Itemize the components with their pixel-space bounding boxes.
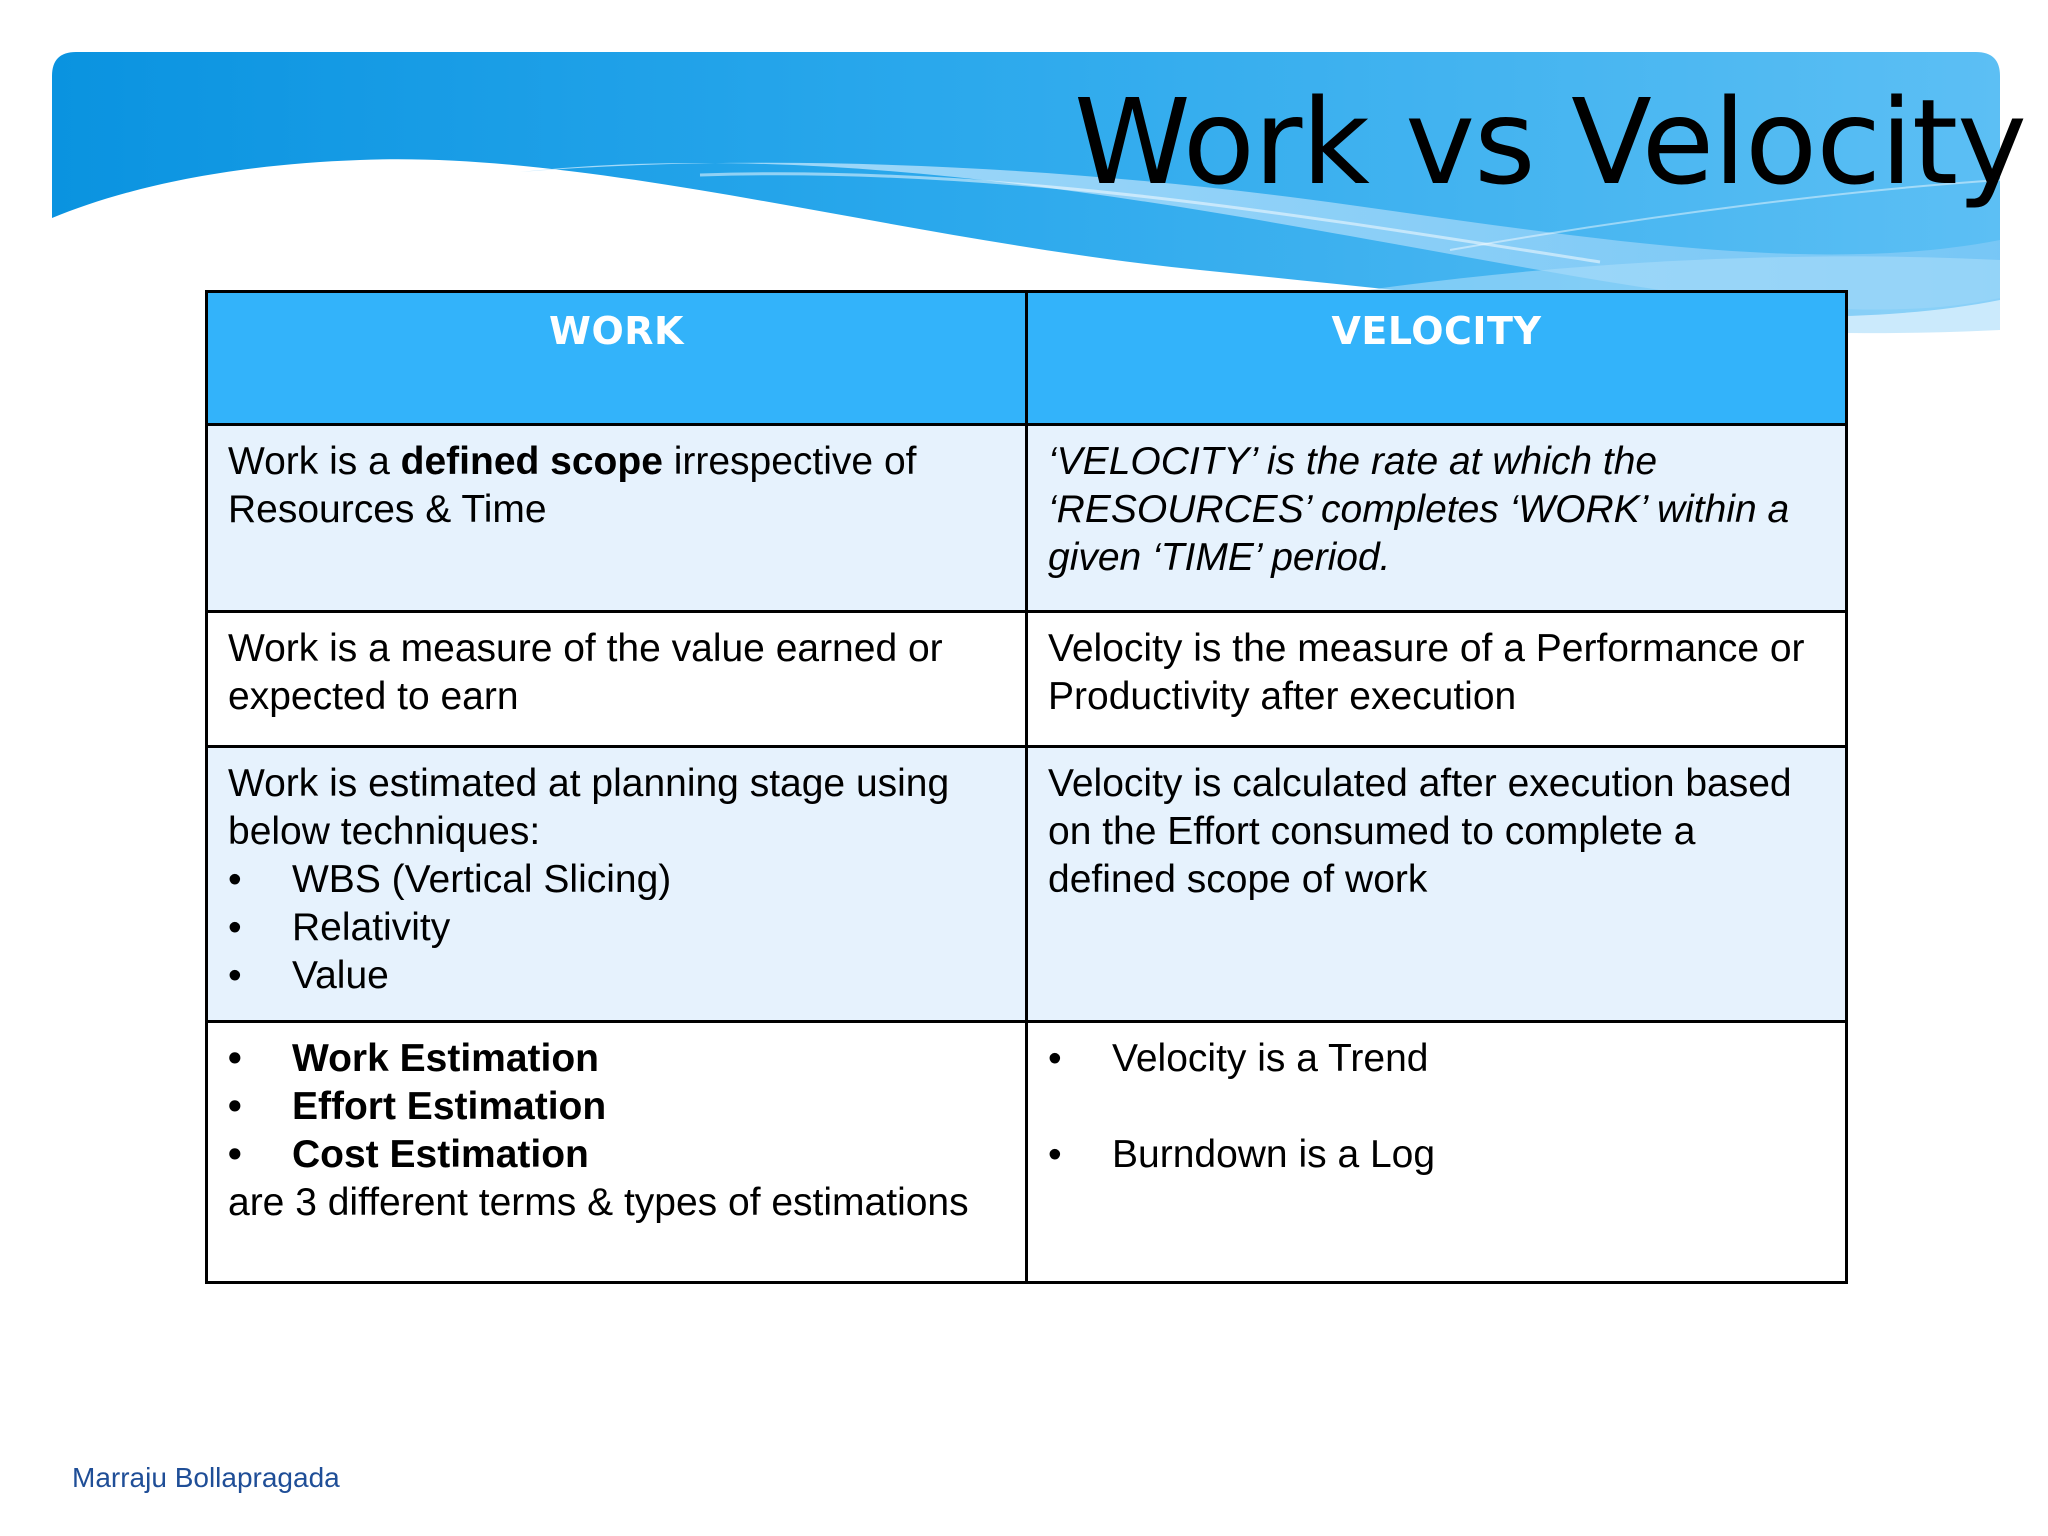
estimation-types-list (228, 1035, 1005, 1179)
text: Work is estimated at planning stage using below techniques: (228, 762, 950, 853)
velocity-cell-definition: ‘VELOCITY’ is the rate at which the ‘RESOURCES’ completes ‘WORK’ within a given ‘TIME’ period. (1027, 425, 1847, 612)
work-cell-definition (207, 425, 1027, 612)
list-item: • Cost Estimation (228, 1131, 1005, 1179)
velocity-points-list (1048, 1035, 1825, 1179)
text: Work is a (228, 440, 401, 483)
list-item: • Value (228, 952, 1005, 1000)
list-item: • WBS (Vertical Slicing) (228, 856, 1005, 904)
table-header-row (207, 292, 1847, 425)
emphasis-defined-scope: defined scope (400, 440, 663, 483)
table-row (207, 747, 1847, 1022)
velocity-cell-calculation: Velocity is calculated after execution based on the Effort consumed to complete a defined scope of work (1027, 747, 1847, 1022)
table-row (207, 612, 1847, 747)
table-row (207, 425, 1847, 612)
header-work: WORK (207, 292, 1027, 425)
list-item: • Work Estimation (228, 1035, 1005, 1083)
techniques-list (228, 856, 1005, 1000)
velocity-cell-measure: Velocity is the measure of a Performance or Productivity after execution (1027, 612, 1847, 747)
table-row (207, 1022, 1847, 1283)
list-item: • Relativity (228, 904, 1005, 952)
work-cell-estimation-types (207, 1022, 1027, 1283)
list-item: • Effort Estimation (228, 1083, 1005, 1131)
list-item: • Burndown is a Log (1048, 1131, 1825, 1179)
velocity-cell-trend (1027, 1022, 1847, 1283)
slide-title: Work vs Velocity (1073, 73, 2026, 211)
text: are 3 different terms & types of estimations (228, 1181, 969, 1224)
comparison-table (205, 290, 1848, 1284)
work-cell-estimation-techniques (207, 747, 1027, 1022)
work-cell-measure: Work is a measure of the value earned or expected to earn (207, 612, 1027, 747)
header-velocity: VELOCITY (1027, 292, 1847, 425)
list-item: • Velocity is a Trend (1048, 1035, 1825, 1083)
author-footer: Marraju Bollapragada (72, 1462, 340, 1493)
text: irrespective of Resources & Time (228, 440, 917, 531)
